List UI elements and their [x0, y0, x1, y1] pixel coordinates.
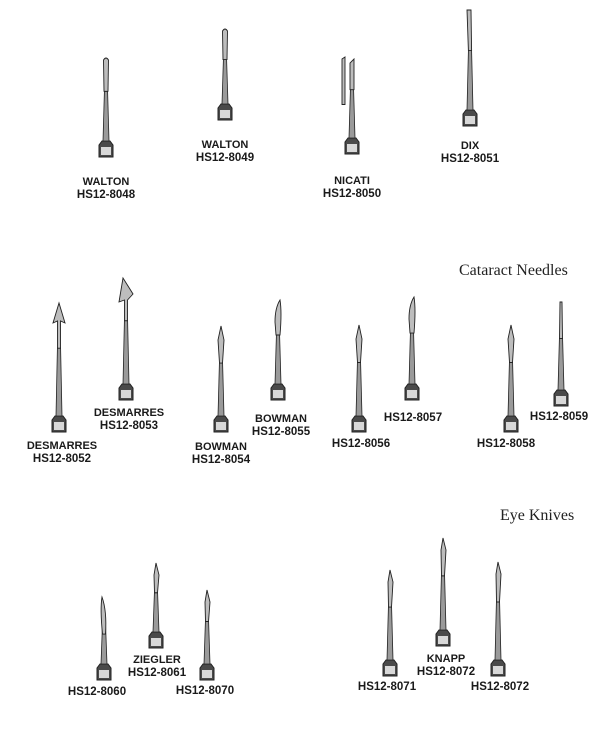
blade-tip: [356, 325, 362, 362]
instrument-code: HS12-8059: [529, 411, 589, 423]
instrument-drawing: [483, 562, 513, 676]
instrument-code: HS12-8054: [191, 454, 251, 466]
instrument-drawing: [206, 326, 236, 432]
shaft: [440, 576, 446, 630]
instrument-hs12-8057: [397, 297, 427, 400]
caption-hs12-8051: [441, 140, 499, 166]
instrument-hs12-8053: [111, 278, 141, 400]
shaft: [409, 333, 415, 384]
shaft: [558, 338, 564, 390]
blade-tip: [441, 538, 446, 576]
instrument-hs12-8060: [89, 597, 119, 680]
handle-highlight: [438, 636, 448, 644]
instrument-code: HS12-8060: [67, 686, 127, 698]
caption-hs12-8072: [471, 681, 529, 694]
blade-tip: [218, 326, 224, 363]
instrument-hs12-8050: [337, 55, 367, 154]
shaft: [467, 51, 473, 110]
instrument-hs12-8055: [263, 300, 293, 400]
instrument-drawing: [89, 597, 119, 680]
instrument-drawing: [455, 10, 485, 126]
blade-tip: [409, 297, 415, 333]
blade-tip: [275, 300, 281, 335]
handle-highlight: [506, 422, 516, 430]
caption-hs12-8052: [27, 440, 97, 466]
shaft: [56, 348, 62, 416]
handle-highlight: [216, 422, 226, 430]
caption-hs12-8059: [530, 411, 588, 424]
instrument-code: HS12-8072: [470, 681, 530, 693]
handle-highlight: [99, 670, 109, 678]
caption-hs12-8060: [68, 686, 126, 699]
handle-highlight: [556, 396, 566, 404]
instrument-hs12-8070: [192, 590, 222, 680]
shaft: [123, 321, 129, 384]
shaft: [204, 622, 210, 665]
shaft: [387, 607, 393, 660]
instrument-code: HS12-8058: [476, 438, 536, 450]
blade-tip: [101, 597, 106, 634]
shaft: [222, 60, 228, 104]
instrument-code: HS12-8071: [357, 681, 417, 693]
blade-tip: [104, 58, 109, 91]
instrument-name: ZIEGLER: [133, 654, 181, 666]
instrument-drawing: [428, 538, 458, 646]
instrument-hs12-8072: [483, 562, 513, 676]
caption-hs12-8050: [323, 175, 381, 201]
instrument-drawing: [337, 55, 367, 154]
instrument-name: WALTON: [82, 176, 130, 188]
blade-tip: [154, 563, 159, 593]
caption-hs12-8070: [176, 685, 234, 698]
caption-hs12-8057: [384, 412, 442, 425]
section-title-eye-knives: Eye Knives: [500, 507, 575, 524]
caption-hs12-8072-knapp: [417, 653, 475, 679]
instrument-hs12-8048: [91, 56, 121, 157]
blade-tip: [53, 303, 65, 348]
instrument-hs12-8061: [141, 563, 171, 648]
instrument-name: WALTON: [201, 139, 249, 151]
handle-highlight: [121, 390, 131, 398]
blade-tip: [467, 10, 472, 51]
blade-tip: [205, 590, 210, 622]
instrument-code: HS12-8053: [99, 420, 159, 432]
caption-hs12-8061: [128, 654, 186, 680]
instrument-hs12-8049: [210, 27, 240, 120]
handle-highlight: [465, 116, 475, 124]
instrument-hs12-8051: [455, 10, 485, 126]
handle-highlight: [202, 670, 212, 678]
instrument-code: HS12-8061: [127, 667, 187, 679]
shaft: [275, 335, 281, 384]
instrument-hs12-8072-knapp: [428, 538, 458, 646]
shaft: [153, 593, 159, 632]
instrument-hs12-8071: [375, 570, 405, 676]
blade-tip: [496, 562, 501, 602]
instrument-hs12-8058: [496, 325, 526, 432]
handle-highlight: [385, 666, 395, 674]
instrument-code: HS12-8055: [251, 426, 311, 438]
handle-highlight: [220, 110, 230, 118]
blade-tip: [223, 29, 228, 60]
instrument-drawing: [397, 297, 427, 400]
shaft: [495, 602, 501, 660]
caption-hs12-8053: [94, 407, 164, 433]
instrument-drawing: [111, 278, 141, 400]
instrument-drawing: [496, 325, 526, 432]
handle-highlight: [407, 390, 417, 398]
section-title-cataract-needles: Cataract Needles: [459, 262, 568, 279]
instrument-code: HS12-8052: [32, 453, 92, 465]
caption-hs12-8048: [77, 176, 135, 202]
instrument-name: BOWMAN: [195, 441, 247, 453]
handle-highlight: [493, 666, 503, 674]
shaft: [508, 362, 514, 416]
handle-highlight: [273, 390, 283, 398]
instrument-hs12-8054: [206, 326, 236, 432]
shaft: [103, 91, 109, 141]
instrument-drawing: [192, 590, 222, 680]
instrument-code: HS12-8050: [322, 188, 382, 200]
instrument-name: NICATI: [334, 175, 370, 187]
handle-highlight: [347, 144, 357, 152]
shaft: [218, 363, 224, 416]
caption-hs12-8058: [477, 438, 535, 451]
instrument-name: DESMARRES: [26, 440, 98, 452]
instrument-drawing: [375, 570, 405, 676]
caption-hs12-8071: [358, 681, 416, 694]
instrument-code: HS12-8056: [331, 438, 391, 450]
instrument-code: HS12-8070: [175, 685, 235, 697]
caption-hs12-8055: [252, 413, 310, 439]
instrument-name: KNAPP: [426, 653, 466, 665]
instrument-hs12-8052: [44, 303, 74, 432]
blade-tip: [388, 570, 393, 607]
instrument-hs12-8056: [344, 325, 374, 432]
caption-hs12-8056: [332, 438, 390, 451]
instrument-drawing: [91, 56, 121, 157]
instrument-name: DESMARRES: [93, 407, 165, 419]
shaft: [356, 362, 362, 416]
instrument-drawing: [210, 27, 240, 120]
instrument-code: HS12-8049: [195, 152, 255, 164]
instrument-code: HS12-8051: [440, 153, 500, 165]
instrument-code: HS12-8048: [76, 189, 136, 201]
handle-highlight: [54, 422, 64, 430]
instrument-drawing: [344, 325, 374, 432]
blade-tip: [560, 302, 563, 338]
caption-hs12-8049: [196, 139, 254, 165]
instrument-name: DIX: [460, 140, 480, 152]
instrument-name: BOWMAN: [255, 413, 307, 425]
shaft: [349, 90, 355, 138]
instrument-drawing: [44, 303, 74, 432]
handle-highlight: [101, 147, 111, 155]
handle-highlight: [151, 638, 161, 646]
instrument-code: HS12-8072: [416, 666, 476, 678]
blade-tip: [119, 278, 133, 321]
caption-hs12-8054: [192, 441, 250, 467]
instrument-drawing: [546, 302, 576, 406]
instrument-drawing: [141, 563, 171, 648]
handle-highlight: [354, 422, 364, 430]
instrument-code: HS12-8057: [383, 412, 443, 424]
blade-tip: [508, 325, 514, 362]
instrument-drawing: [263, 300, 293, 400]
instrument-hs12-8059: [546, 302, 576, 406]
